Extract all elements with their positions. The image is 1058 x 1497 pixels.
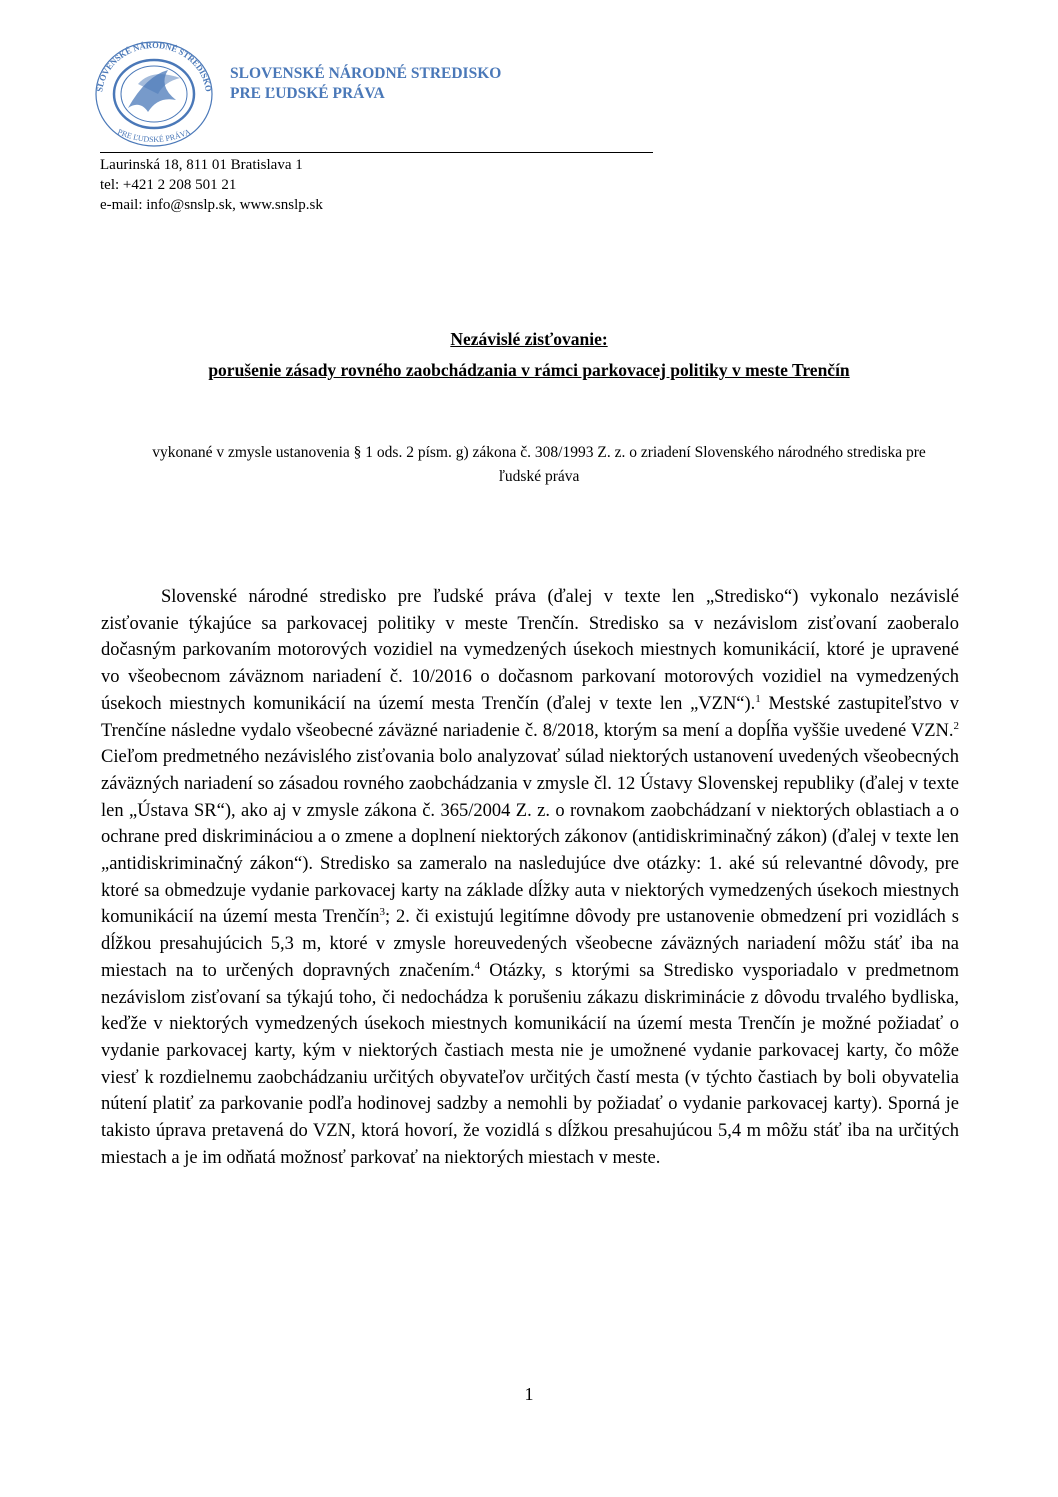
header-divider bbox=[100, 152, 653, 153]
body-text-part5: Otázky, s ktorými sa Stredisko vysporiadalo v predmetnom nezávislom zisťovaní sa týkajú toho, či nedochádza k porušeniu zákazu diskriminácie z dôvodu trvalého bydliska, keďže v niektorých vymedzených úsekoch miestnych komunikácií na území mesta Trenčín je možné požiadať o vydanie parkovacej karty, kým v niektorých častiach mesta nie je umožnené vydanie parkovacej karty, čo môže viesť k rozdielnemu zaobchádzaniu určitých obyvateľov určitých častí mesta (v týchto častiach by boli obyvatelia nútení platiť za parkovanie podľa hodinovej sadzby a nemohli by požiadať o vydanie parkovacej karty). Sporná je takisto úprava pretavená do VZN, ktorá hovorí, že vozidlá s dĺžkou presahujúcou 5,4 m môžu stáť iba na určitých miestach a je im odňatá možnosť parkovať na niektorých miestach v meste. bbox=[101, 960, 959, 1168]
body-text-part2: Mestské zastupiteľstvo v Trenčíne následne vydalo všeobecné záväzné nariadenie č. 8/2018, ktorým sa mení a dopĺňa vyššie uvedené VZN. bbox=[101, 693, 959, 741]
page-number: 1 bbox=[524, 1384, 534, 1404]
organization-name bbox=[230, 64, 501, 104]
organization-logo bbox=[88, 38, 220, 148]
logo-ring-text-bottom: PRE ĽUDSKÉ PRÁVA bbox=[116, 127, 192, 145]
footnote-ref-4[interactable]: 4 bbox=[474, 959, 481, 972]
document-subtitle: vykonané v zmysle ustanovenia § 1 ods. 2 písm. g) zákona č. 308/1993 Z. z. o zriadení Slovenského národného strediska pre ľudské práva bbox=[152, 444, 926, 485]
body-paragraph bbox=[101, 584, 959, 1171]
contact-address: Laurinská 18, 811 01 Bratislava 1 bbox=[100, 157, 303, 173]
body-text-part1: Slovenské národné stredisko pre ľudské práva (ďalej v texte len „Stredisko“) vykonalo nezávislé zisťovanie týkajúce sa parkovacej politiky v meste Trenčín. Stredisko sa v nezávislom zisťovaní zaoberalo dočasným parkovaním motorových vozidiel na vymedzených úsekoch miestnych komunikácií, ktoré je upravené vo všeobecnom záväznom nariadení č. 10/2016 o dočasnom parkovaní motorových vozidiel na vymedzených úsekoch miestnych komunikácií na území mesta Trenčín (ďalej v texte len „VZN“). bbox=[101, 587, 959, 714]
body-text-part3: Cieľom predmetného nezávislého zisťovania bolo analyzovať súlad niektorých ustanovení uvedených všeobecných záväzných nariadení so zásadou rovného zaobchádzania v zmysle čl. 12 Ústavy Slovenskej republiky (ďalej v texte len „Ústava SR“), ako aj v zmysle zákona č. 365/2004 Z. z. o rovnakom zaobchádzaní v niektorých oblastiach a o ochrane pred diskrimináciou a o zmene a doplnení niektorých zákonov (antidiskriminačný zákon) (ďalej v texte len „antidiskriminačný zákon“). Stredisko sa zameralo na nasledujúce dve otázky: 1. aké sú relevantné dôvody, pre ktoré sa obmedzuje vydanie parkovacej karty na základe dĺžky auta v niektorých vymedzených úsekoch miestnych komunikácií na území mesta Trenčín bbox=[101, 747, 959, 928]
footnote-ref-2[interactable]: 2 bbox=[953, 719, 959, 732]
organization-name-line1: SLOVENSKÉ NÁRODNÉ STREDISKO bbox=[230, 65, 502, 82]
footnote-ref-1[interactable]: 1 bbox=[755, 692, 761, 705]
document-title-line1: Nezávislé zisťovanie: bbox=[450, 329, 608, 349]
contact-phone: tel: +421 2 208 501 21 bbox=[100, 177, 237, 193]
logo-ring-text-top: SLOVENSKÉ NÁRODNÉ STREDISKO bbox=[94, 39, 214, 93]
document-title-line2: porušenie zásady rovného zaobchádzania v rámci parkovacej politiky v meste Trenčín bbox=[208, 360, 850, 380]
contact-block bbox=[100, 155, 323, 215]
footnote-ref-3[interactable]: 3 bbox=[379, 906, 385, 919]
body-text-part4: ; 2. či existujú legitímne dôvody pre ustanovenie obmedzení pri vozidlách s dĺžkou presahujúcich 5,3 m, ktoré v zmysle horeuvedených všeobecne záväzných nariadení môžu stáť iba na miestach na to určených dopravných značením. bbox=[101, 907, 959, 981]
contact-email: e-mail: info@snslp.sk, www.snslp.sk bbox=[100, 197, 323, 213]
svg-text:PRE ĽUDSKÉ PRÁVA bbox=[116, 127, 192, 144]
organization-name-line2: PRE ĽUDSKÉ PRÁVA bbox=[230, 85, 385, 102]
